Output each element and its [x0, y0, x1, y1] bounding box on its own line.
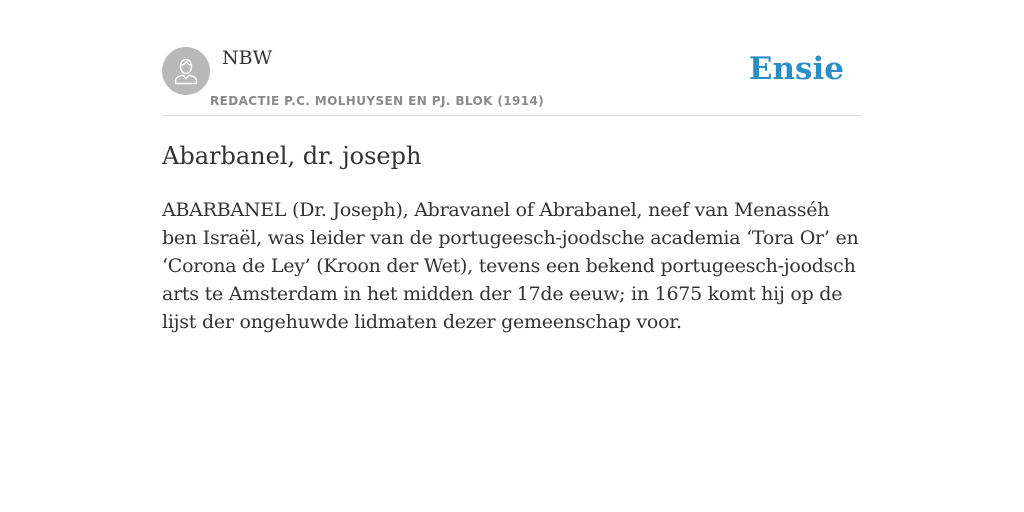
article-body: ABARBANEL (Dr. Joseph), Abravanel of Abrabanel, neef van Menasséh ben Israël, was leider van de portugeesch-joodsche academia ‘Tora Or’ en ‘Corona de Ley’ (Kroon der Wet), tevens een bekend portugeesch-joodsch arts te Amsterdam in het midden der 17de eeuw; in 1675 komt hij op de lijst der ongehuwde lidmaten dezer gemeenschap voor.	[162, 199, 859, 333]
source-header	[162, 40, 862, 116]
user-icon	[173, 57, 199, 85]
brand-logo[interactable]: Ensie	[748, 51, 844, 87]
source-name[interactable]: NBW	[222, 47, 273, 69]
source-avatar[interactable]	[162, 47, 210, 95]
article-title: Abarbanel, dr. joseph	[162, 142, 422, 170]
source-subtitle: REDACTIE P.C. MOLHUYSEN EN PJ. BLOK (1914)	[210, 94, 545, 108]
article-card	[162, 40, 862, 336]
